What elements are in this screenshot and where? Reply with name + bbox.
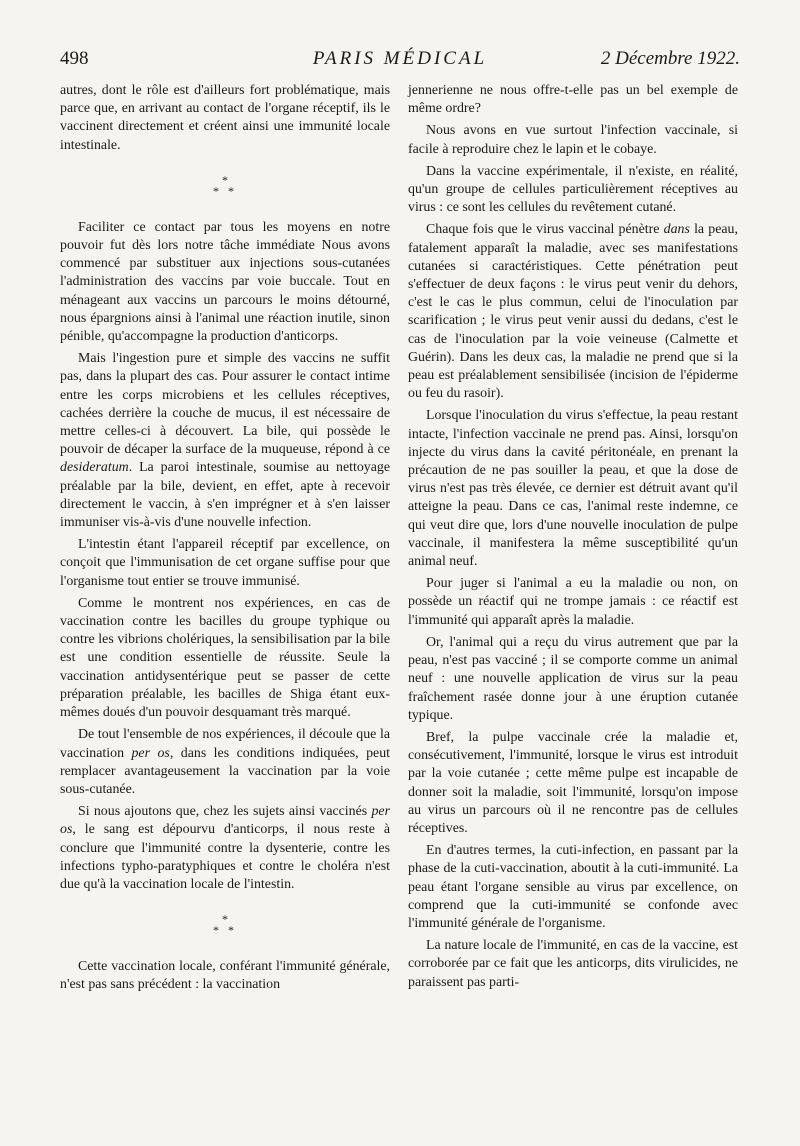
separator-stars: * * [213, 923, 237, 938]
paragraph: jennerienne ne nous offre-t-elle pas un bel exemple de même ordre? [408, 83, 738, 117]
page-header [60, 48, 740, 74]
issue-date: 2 Décembre 1922. [600, 48, 740, 69]
paragraph: Cette vaccination locale, conférant l'immunité générale, n'est pas sans précédent : la vaccination [60, 959, 390, 993]
paragraph: Lorsque l'inoculation du virus s'effectue, la peau restant intacte, l'infection vaccinale ne prend pas. Ainsi, lorsqu'on injecte du virus dans la cavité péritonéale, en prenant la précaution de ne pas souiller la peau, et que la dose de virus n'est pas très élevée, ce dernier est détruit avant qu'il atteigne la peau. Dans ce cas, l'animal reste indemne, ce qui veut dire que, lors d'une nouvelle inoculation de pulpe vaccinale, il manifestera la même susceptibilité qu'un animal neuf. [408, 408, 738, 570]
paragraph: Nous avons en vue surtout l'infection vaccinale, si facile à reproduire chez le lapin et le cobaye. [408, 123, 738, 157]
section-separator [60, 914, 390, 936]
paragraph: La nature locale de l'immunité, en cas de la vaccine, est corroborée par ce fait que les anticorps, dits virulicides, ne paraissent pas parti- [408, 938, 738, 990]
paragraph: Mais l'ingestion pure et simple des vaccins ne suffit pas, dans la plupart des cas. Pour assurer le contact intime entre les corps microbiens et les cellules réceptives, cachées derrière la couche de mucus, il est nécessaire de mettre celles-ci à découvert. La bile, qui possède le pouvoir de décaper la surface de la muqueuse, répond à ce desideratum. La paroi intestinale, soumise au nettoyage préalable par la bile, devient, en effet, apte à recevoir directement le vaccin, à s'en imprégner et à s'en laisser immuniser vis-à-vis d'une nouvelle infection. [60, 351, 390, 531]
paragraph: En d'autres termes, la cuti-infection, en passant par la phase de la cuti-vaccination, aboutit à la cuti-immunité. La peau étant l'organe sensible au virus par excellence, on comprend que la cuti-immunité se confonde avec l'immunité générale de l'organisme. [408, 843, 738, 931]
left-column [60, 82, 390, 999]
page-number: 498 [60, 48, 89, 69]
separator-stars: * * [213, 183, 237, 198]
paragraph: De tout l'ensemble de nos expériences, il découle que la vaccination per os, dans les conditions indiquées, peut remplacer avantageusement la vaccination par la voie sous-cutanée. [60, 727, 390, 797]
separator-star: * [222, 172, 228, 187]
paragraph: Si nous ajoutons que, chez les sujets ainsi vaccinés per os, le sang est dépourvu d'anticorps, il nous reste à conclure que l'immunité contre la dysenterie, contre les infections typho-paratyphiques et contre le choléra n'est due qu'à la vaccination locale de l'intestin. [60, 804, 390, 892]
journal-title: PARIS MÉDICAL [312, 48, 488, 69]
paragraph: Bref, la pulpe vaccinale crée la maladie et, consécutivement, l'immunité, lorsque le virus est introduit par la voie cutanée ; cette même pulpe est incapable de donner soit la maladie, soit l'immunité, lorsqu'on impose au virus un parcours où il ne rencontre pas de cellules réceptives. [408, 729, 738, 836]
paragraph: Dans la vaccine expérimentale, il n'existe, en réalité, qu'un groupe de cellules particulièrement réceptives au virus : ce sont les cellules du revêtement cutané. [408, 163, 738, 216]
paragraph: L'intestin étant l'appareil réceptif par excellence, on conçoit que l'immunisation de cet organe suffise pour que l'organisme tout entier se trouve immunisé. [60, 537, 390, 589]
separator-star: * [222, 912, 228, 927]
paragraph: Chaque fois que le virus vaccinal pénètre dans la peau, fatalement apparaît la maladie, avec ses manifestations cutanées si caractéristiques. Cette pénétration peut s'effectuer de deux façons : le virus peut venir du dehors, c'est le cas le plus commun, celui de l'inoculation par scarification ; le virus peut venir aussi du dedans, c'est le cas de l'inoculation par la voie veineuse (Calmette et Guérin). Dans les deux cas, la maladie ne prend que si la peau est préalablement sensibilisée (incision de l'épiderme ou feu du rasoir). [408, 222, 738, 402]
paragraph: Faciliter ce contact par tous les moyens en notre pouvoir fut dès lors notre tâche immédiate Nous avons commencé par substituer aux injections sous-cutanées l'administration des vaccins par voie buccale. Tout en ménageant aux vaccins un parcours le moins détourné, nous épargnions ainsi à l'animal une réaction inutile, sinon pénible, qu'accompagne la production d'anticorps. [60, 219, 390, 345]
paragraph: autres, dont le rôle est d'ailleurs fort problématique, mais parce que, en arrivant au contact de l'organe réceptif, ils le vaccinent directement et créent ainsi une immunité locale intestinale. [60, 83, 390, 153]
paragraph: Or, l'animal qui a reçu du virus autrement que par la peau, n'est pas vacciné ; il se comporte comme un animal neuf : une nouvelle application de virus sur la peau fraîchement rasée donne jour à une éruption cutanée typique. [408, 634, 738, 723]
paragraph: Pour juger si l'animal a eu la maladie ou non, on possède un réactif qui ne trompe jamais : ce réactif est l'immunité qui apparaît après la maladie. [408, 576, 738, 628]
right-column [408, 82, 738, 996]
section-separator [60, 172, 390, 198]
paragraph: Comme le montrent nos expériences, en cas de vaccination contre les bacilles du groupe typhique ou contre les vibrions cholériques, la sensibilisation par la bile est une condition essentielle de réussite. Seule la vaccination antidysentérique peut se passer de cette préparation préalable, les bacilles de Shiga étant eux-mêmes doués d'un pouvoir desquamant très marqué. [60, 595, 390, 721]
